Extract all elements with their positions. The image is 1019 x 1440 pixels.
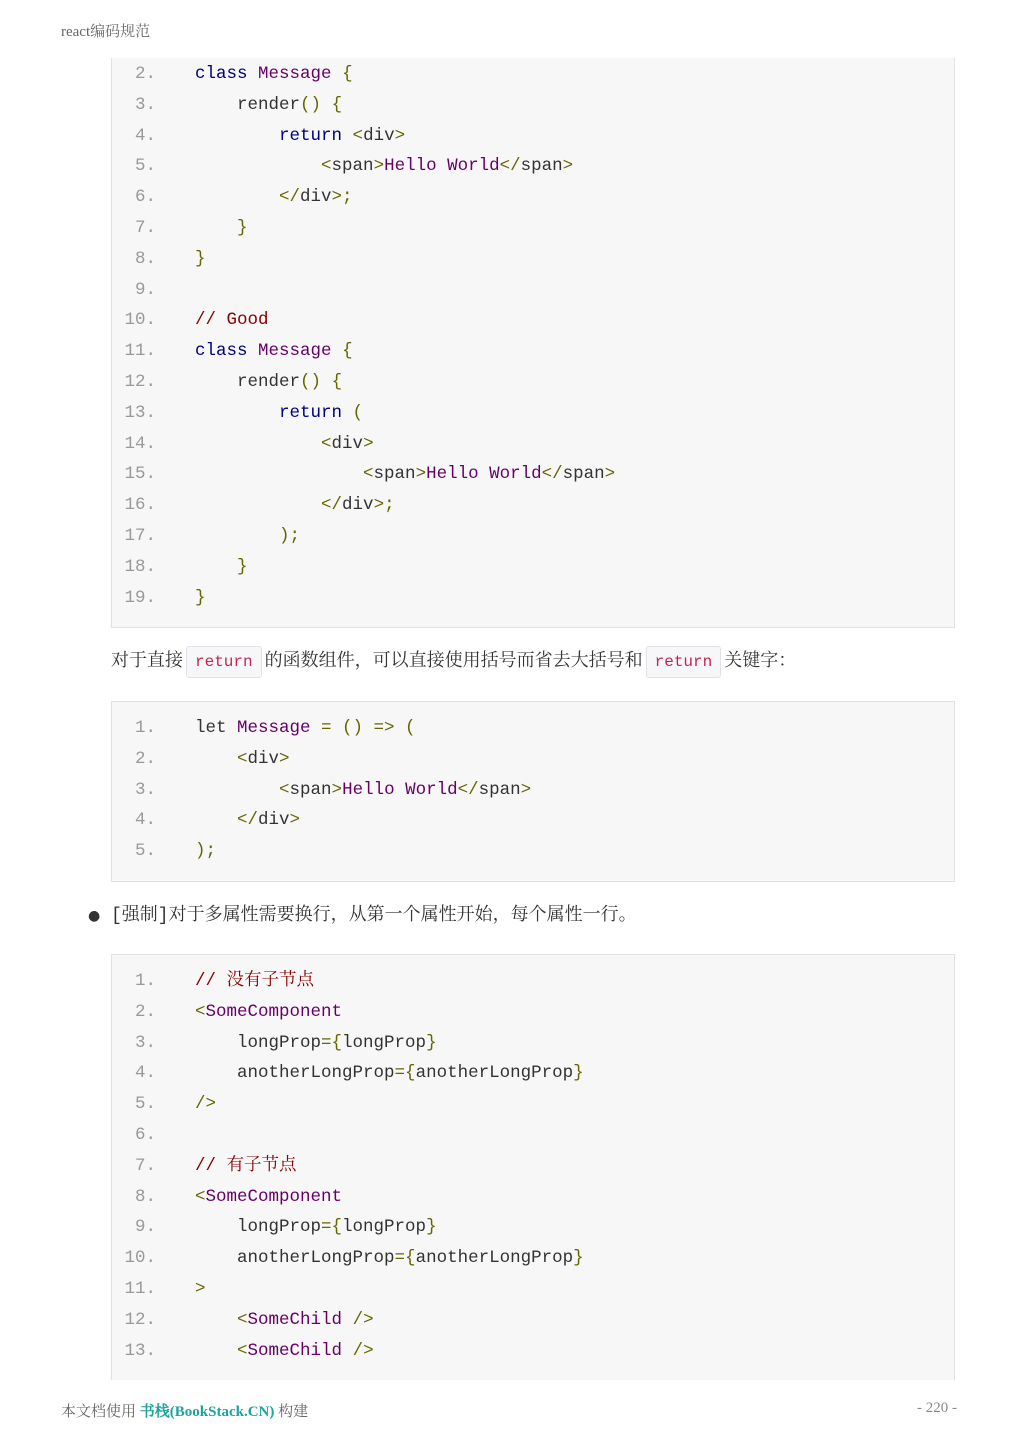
line-number: 2. <box>134 64 156 84</box>
line-number: 16. <box>124 495 156 516</box>
code-block-class-components <box>111 58 955 628</box>
code-text: </div> <box>237 810 301 831</box>
code-line <box>112 775 954 806</box>
code-text: longProp={longProp} <box>195 1032 437 1053</box>
bullet-item-multiline-props <box>88 900 637 931</box>
code-line <box>112 275 954 306</box>
line-number: 11. <box>124 341 156 362</box>
code-line <box>112 336 954 367</box>
line-number: 7. <box>134 1155 156 1176</box>
code-text: class Message { <box>195 341 353 362</box>
code-line <box>112 1274 954 1305</box>
code-line <box>112 151 954 182</box>
line-number: 11. <box>124 1278 156 1299</box>
page-number: - 220 - <box>917 1400 957 1416</box>
line-number: 2. <box>134 1001 156 1022</box>
code-line <box>112 1120 954 1151</box>
paragraph-function-components <box>111 645 796 678</box>
line-number: 4. <box>134 125 156 146</box>
code-text: anotherLongProp={anotherLongProp} <box>195 1248 584 1269</box>
code-line <box>112 490 954 521</box>
line-number: 15. <box>124 464 156 485</box>
line-number: 10. <box>124 310 156 331</box>
code-line <box>112 213 954 244</box>
code-text: <SomeChild /> <box>237 1340 374 1361</box>
code-text: } <box>237 556 248 577</box>
line-number: 3. <box>134 1032 156 1053</box>
paragraph-text-middle: 的函数组件，可以直接使用括号而省去大括号和 <box>264 650 643 671</box>
line-number: 8. <box>134 248 156 269</box>
inline-code-return-2: return <box>646 646 722 678</box>
code-line <box>112 305 954 336</box>
code-text: <SomeComponent <box>195 1001 343 1022</box>
page-header: react编码规范 <box>61 24 151 40</box>
code-text: /> <box>195 1094 217 1115</box>
line-number: 13. <box>124 402 156 423</box>
code-text: <span>Hello World</span> <box>363 464 616 485</box>
line-number: 6. <box>134 1124 156 1145</box>
inline-code-return: return <box>186 646 262 678</box>
code-text: } <box>195 248 206 269</box>
code-line <box>112 744 954 775</box>
line-number: 10. <box>124 1248 156 1269</box>
line-number: 4. <box>134 1063 156 1084</box>
code-text: return ( <box>279 402 364 423</box>
code-line <box>112 713 954 744</box>
footer-credit <box>61 1400 308 1421</box>
line-number: 13. <box>124 1340 156 1361</box>
code-block-function-component <box>111 701 955 882</box>
code-text: <span>Hello World</span> <box>321 156 574 177</box>
code-line <box>112 398 954 429</box>
code-text: return <div> <box>279 125 406 146</box>
code-text: </div>; <box>321 495 395 516</box>
line-number: 9. <box>134 1217 156 1238</box>
code-line <box>112 1028 954 1059</box>
line-number: 6. <box>134 187 156 208</box>
code-text: <SomeComponent <box>195 1186 343 1207</box>
code-text: <span>Hello World</span> <box>279 779 532 800</box>
code-line <box>112 1212 954 1243</box>
code-text: let Message = () => ( <box>195 718 416 738</box>
bullet-dot-icon: ● <box>88 908 101 924</box>
code-text: anotherLongProp={anotherLongProp} <box>195 1063 584 1084</box>
code-line <box>112 966 954 997</box>
line-number: 19. <box>124 587 156 608</box>
code-line <box>112 1336 954 1367</box>
code-text: // Good <box>195 310 269 331</box>
footer-suffix: 构建 <box>274 1404 309 1420</box>
line-number: 12. <box>124 371 156 392</box>
line-number: 5. <box>134 156 156 177</box>
line-number: 1. <box>134 718 156 738</box>
code-text: } <box>195 587 206 608</box>
code-line <box>112 90 954 121</box>
code-text: // 没有子节点 <box>195 971 315 991</box>
line-number: 4. <box>134 810 156 831</box>
code-text: render() { <box>195 94 343 115</box>
line-number: 7. <box>134 217 156 238</box>
line-number: 14. <box>124 433 156 454</box>
code-line <box>112 244 954 275</box>
line-number: 3. <box>134 779 156 800</box>
code-line <box>112 1243 954 1274</box>
code-line <box>112 997 954 1028</box>
code-line <box>112 121 954 152</box>
code-line <box>112 836 954 867</box>
code-line <box>112 552 954 583</box>
code-text: longProp={longProp} <box>195 1217 437 1238</box>
line-number: 2. <box>134 748 156 769</box>
paragraph-text-before: 对于直接 <box>111 650 183 671</box>
code-text: } <box>237 217 248 238</box>
footer-prefix: 本文档使用 <box>61 1404 140 1420</box>
code-line <box>112 459 954 490</box>
footer-brand-link[interactable]: 书栈(BookStack.CN) <box>139 1404 275 1420</box>
code-text: render() { <box>195 371 343 392</box>
code-line <box>112 1151 954 1182</box>
code-line <box>112 1182 954 1213</box>
code-text: ); <box>279 525 301 546</box>
code-text: </div>; <box>279 187 353 208</box>
line-number: 5. <box>134 841 156 862</box>
code-line <box>112 367 954 398</box>
line-number: 18. <box>124 556 156 577</box>
code-line <box>112 182 954 213</box>
code-line <box>112 1305 954 1336</box>
code-text: ); <box>195 841 217 862</box>
code-text: <div> <box>237 748 290 769</box>
code-text: // 有子节点 <box>195 1155 297 1176</box>
code-text: <SomeChild /> <box>237 1309 374 1330</box>
code-line <box>112 1058 954 1089</box>
line-number: 12. <box>124 1309 156 1330</box>
code-block-multiline-props <box>111 954 955 1380</box>
code-text: > <box>195 1278 206 1299</box>
line-number: 8. <box>134 1186 156 1207</box>
line-number: 5. <box>134 1094 156 1115</box>
code-line <box>112 1089 954 1120</box>
code-line <box>112 805 954 836</box>
line-number: 9. <box>134 279 156 300</box>
code-text: <div> <box>321 433 374 454</box>
code-line <box>112 429 954 460</box>
paragraph-text-after: 关键字： <box>724 650 797 671</box>
code-line <box>112 521 954 552</box>
code-line <box>112 583 954 614</box>
rule-tag: [强制] <box>111 906 169 926</box>
line-number: 3. <box>134 94 156 115</box>
code-text: class Message { <box>195 64 353 84</box>
bullet-text: 对于多属性需要换行，从第一个属性开始，每个属性一行。 <box>168 904 637 925</box>
code-line <box>112 59 954 90</box>
line-number: 17. <box>124 525 156 546</box>
line-number: 1. <box>134 971 156 991</box>
